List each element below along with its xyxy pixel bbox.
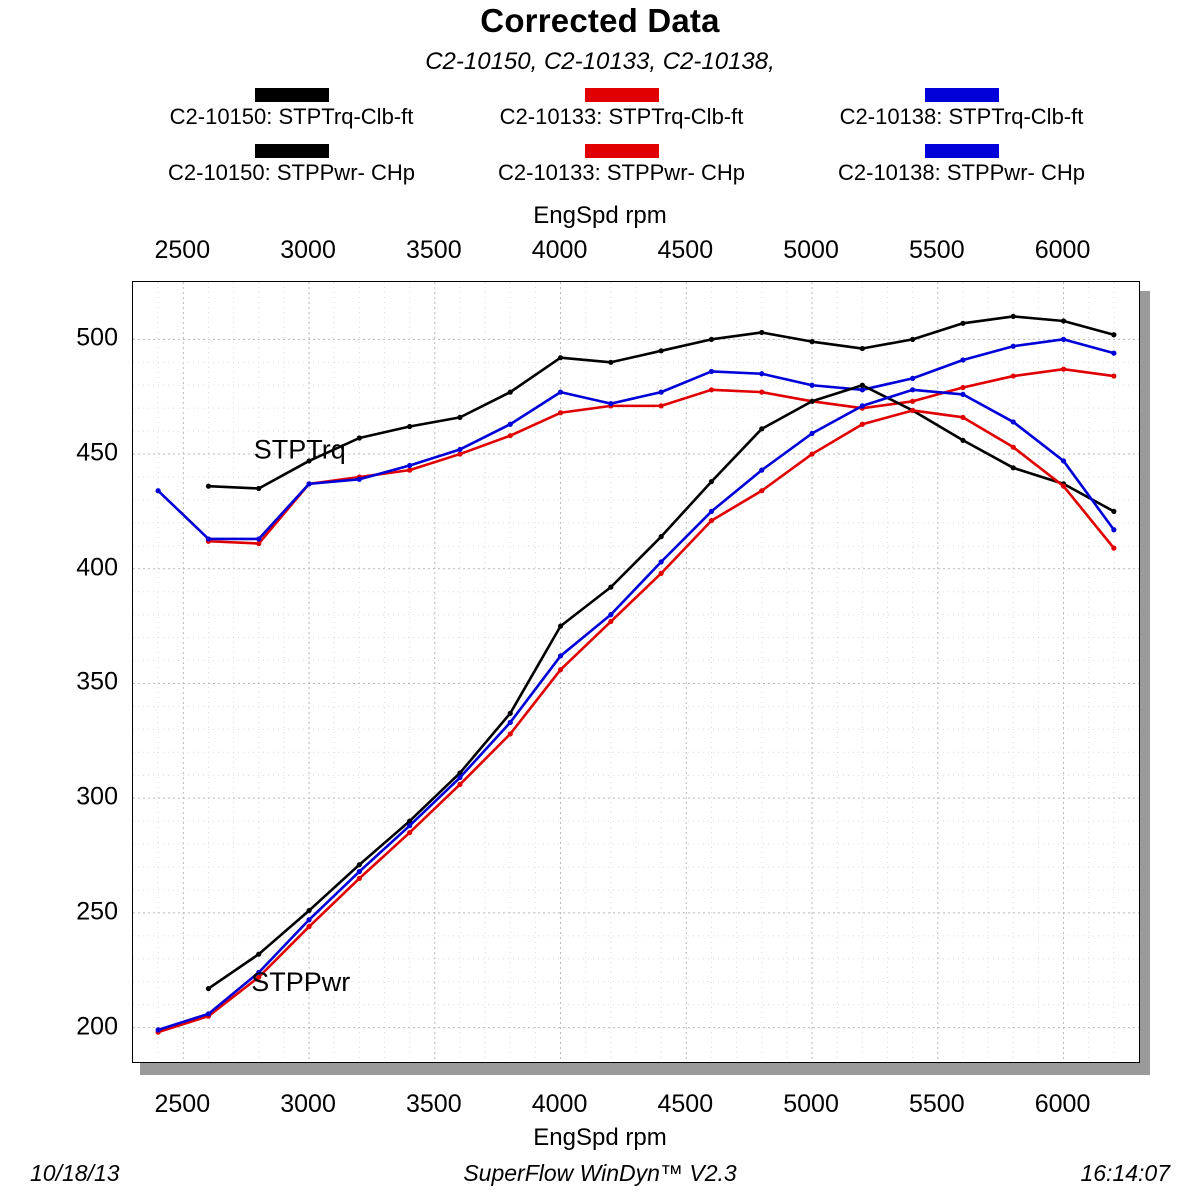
legend-row bbox=[120, 144, 1150, 196]
legend-item bbox=[450, 144, 793, 186]
y-tick-label: 250 bbox=[76, 897, 118, 926]
plot-canvas bbox=[132, 281, 1140, 1063]
legend-color-swatch bbox=[925, 144, 999, 158]
y-tick-label: 300 bbox=[76, 782, 118, 811]
legend-item-label: C2-10138: STPTrq-Clb-ft bbox=[839, 104, 1084, 129]
x-tick-label: 6000 bbox=[1034, 236, 1091, 264]
page-title: Corrected Data bbox=[480, 2, 720, 39]
x-axis-title-bottom: EngSpd rpm bbox=[533, 1124, 667, 1151]
y-tick-label: 200 bbox=[76, 1012, 118, 1041]
legend-color-swatch bbox=[925, 88, 999, 102]
legend-color-swatch bbox=[585, 88, 659, 102]
legend-item bbox=[790, 88, 1133, 130]
chart-svg bbox=[133, 282, 1139, 1062]
y-tick-label: 400 bbox=[76, 553, 118, 582]
x-axis-ticks-top bbox=[132, 236, 1140, 266]
legend-item-label: C2-10138: STPPwr- CHp bbox=[838, 160, 1085, 185]
page-subtitle: C2-10150, C2-10133, C2-10138, bbox=[425, 48, 775, 75]
x-tick-label: 6000 bbox=[1034, 1090, 1091, 1118]
x-tick-label: 2500 bbox=[154, 236, 211, 264]
legend-color-swatch bbox=[585, 144, 659, 158]
legend-item bbox=[450, 88, 793, 130]
legend-item bbox=[790, 144, 1133, 186]
x-tick-label: 4500 bbox=[657, 236, 714, 264]
y-axis-ticks bbox=[10, 281, 126, 1063]
x-tick-label: 4000 bbox=[531, 1090, 588, 1118]
x-tick-label: 4000 bbox=[531, 236, 588, 264]
series-annotation: STPPwr bbox=[251, 966, 351, 997]
x-tick-label: 3000 bbox=[280, 236, 336, 264]
x-axis-ticks-bottom bbox=[132, 1090, 1140, 1120]
x-tick-label: 2500 bbox=[154, 1090, 211, 1118]
footer bbox=[0, 1160, 1200, 1192]
legend-item-label: C2-10133: STPPwr- CHp bbox=[498, 160, 745, 185]
y-tick-label: 450 bbox=[76, 438, 118, 467]
footer-date: 10/18/13 bbox=[30, 1160, 120, 1186]
legend-color-swatch bbox=[255, 88, 329, 102]
x-tick-label: 3000 bbox=[280, 1090, 336, 1118]
legend-item bbox=[120, 88, 463, 130]
legend-item bbox=[120, 144, 463, 186]
x-tick-label: 5000 bbox=[783, 1090, 839, 1118]
x-tick-label: 5000 bbox=[783, 236, 839, 264]
series-annotation: STPTrq bbox=[253, 434, 346, 465]
series-3 bbox=[206, 383, 1117, 992]
x-tick-label: 4500 bbox=[657, 1090, 714, 1118]
plot-area bbox=[132, 281, 1140, 1063]
footer-software: SuperFlow WinDyn™ V2.3 bbox=[463, 1160, 737, 1186]
legend-item-label: C2-10150: STPTrq-Clb-ft bbox=[169, 104, 414, 129]
x-tick-label: 5500 bbox=[908, 236, 965, 264]
series-4 bbox=[156, 408, 1117, 1035]
legend-item-label: C2-10150: STPPwr- CHp bbox=[168, 160, 415, 185]
legend-row bbox=[120, 88, 1150, 140]
chart-legend bbox=[120, 88, 1150, 198]
x-tick-label: 3500 bbox=[405, 236, 462, 264]
x-tick-label: 3500 bbox=[405, 1090, 462, 1118]
x-axis-title-top: EngSpd rpm bbox=[533, 202, 667, 229]
legend-color-swatch bbox=[255, 144, 329, 158]
footer-time: 16:14:07 bbox=[1080, 1160, 1170, 1186]
x-tick-label: 5500 bbox=[908, 1090, 965, 1118]
y-tick-label: 350 bbox=[76, 667, 118, 696]
y-tick-label: 500 bbox=[76, 323, 118, 352]
legend-item-label: C2-10133: STPTrq-Clb-ft bbox=[499, 104, 744, 129]
